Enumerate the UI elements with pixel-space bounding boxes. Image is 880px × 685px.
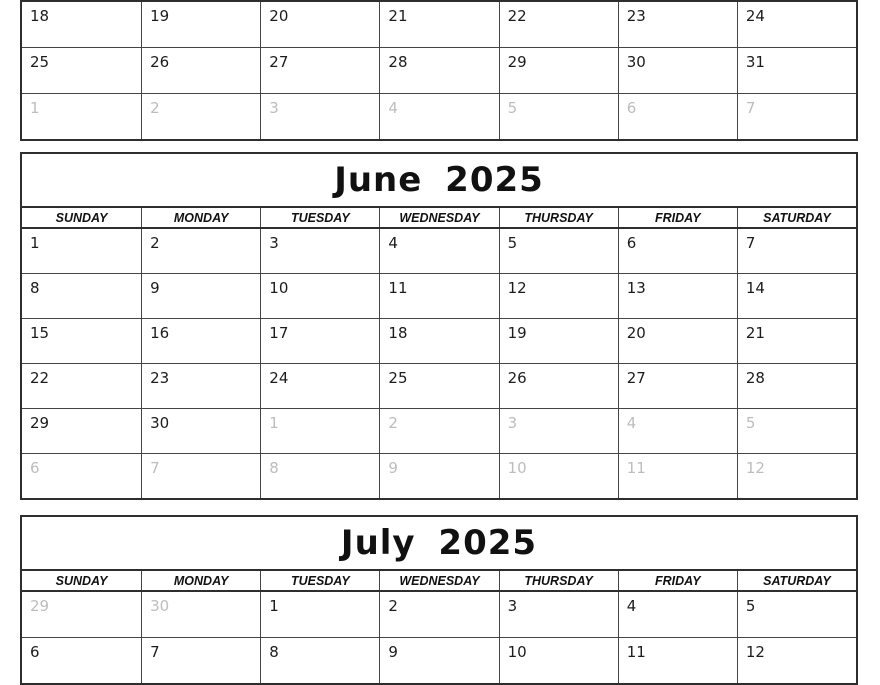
day-cell bbox=[618, 592, 737, 637]
day-number: 15 bbox=[30, 324, 50, 342]
june-calendar bbox=[20, 152, 858, 500]
day-number: 5 bbox=[507, 99, 518, 117]
weekday-header: MONDAY bbox=[141, 571, 260, 590]
day-number: 30 bbox=[626, 53, 646, 71]
weekday-header: SATURDAY bbox=[737, 208, 856, 227]
june-weekday-header-row bbox=[22, 208, 856, 229]
day-number: 19 bbox=[507, 324, 527, 342]
day-number: 4 bbox=[388, 234, 398, 252]
weekday-header: THURSDAY bbox=[499, 208, 618, 227]
day-number: 12 bbox=[745, 459, 765, 477]
day-cell bbox=[618, 229, 737, 273]
day-cell bbox=[737, 48, 856, 93]
day-cell bbox=[22, 409, 141, 453]
day-number: 30 bbox=[150, 414, 170, 432]
day-number: 29 bbox=[30, 414, 50, 432]
day-number: 16 bbox=[150, 324, 170, 342]
weekday-header: WEDNESDAY bbox=[379, 571, 498, 590]
day-cell bbox=[737, 409, 856, 453]
day-number: 6 bbox=[30, 459, 40, 477]
day-number: 9 bbox=[388, 459, 398, 477]
day-cell bbox=[737, 638, 856, 683]
day-cell bbox=[499, 319, 618, 363]
day-number: 18 bbox=[30, 7, 50, 25]
day-number: 27 bbox=[626, 369, 646, 387]
day-cell bbox=[379, 274, 498, 318]
day-cell bbox=[618, 638, 737, 683]
day-cell bbox=[379, 409, 498, 453]
day-cell bbox=[141, 638, 260, 683]
day-cell bbox=[737, 274, 856, 318]
day-cell bbox=[499, 364, 618, 408]
day-number: 6 bbox=[626, 234, 637, 252]
day-cell bbox=[260, 409, 379, 453]
day-cell bbox=[499, 2, 618, 47]
july-weekday-header-row bbox=[22, 571, 856, 592]
day-cell bbox=[260, 94, 379, 139]
day-cell bbox=[379, 94, 498, 139]
day-number: 25 bbox=[388, 369, 408, 387]
day-number: 11 bbox=[626, 643, 646, 661]
day-number: 17 bbox=[269, 324, 289, 342]
calendar-week-row bbox=[22, 318, 856, 363]
day-number: 27 bbox=[269, 53, 289, 71]
day-cell bbox=[141, 364, 260, 408]
day-cell bbox=[737, 364, 856, 408]
day-number: 22 bbox=[30, 369, 50, 387]
day-number: 6 bbox=[626, 99, 637, 117]
day-number: 25 bbox=[30, 53, 50, 71]
day-number: 4 bbox=[626, 414, 637, 432]
day-cell bbox=[260, 2, 379, 47]
july-day-grid bbox=[22, 592, 856, 683]
day-number: 7 bbox=[150, 459, 160, 477]
month-title-july: July 2025 bbox=[22, 517, 856, 571]
day-number: 29 bbox=[30, 597, 50, 615]
day-cell bbox=[260, 364, 379, 408]
day-cell bbox=[260, 454, 379, 498]
weekday-header: FRIDAY bbox=[618, 571, 737, 590]
day-number: 26 bbox=[507, 369, 527, 387]
day-cell bbox=[379, 48, 498, 93]
day-number: 14 bbox=[745, 279, 765, 297]
day-number: 7 bbox=[745, 99, 756, 117]
day-number: 10 bbox=[269, 279, 289, 297]
day-number: 13 bbox=[626, 279, 646, 297]
calendar-week-row bbox=[22, 47, 856, 93]
calendar-week-row bbox=[22, 592, 856, 637]
day-cell bbox=[737, 319, 856, 363]
day-cell bbox=[618, 454, 737, 498]
day-number: 8 bbox=[30, 279, 40, 297]
day-cell bbox=[737, 94, 856, 139]
day-number: 11 bbox=[626, 459, 646, 477]
day-number: 2 bbox=[388, 597, 398, 615]
day-cell bbox=[499, 94, 618, 139]
day-number: 5 bbox=[745, 597, 756, 615]
day-number: 19 bbox=[150, 7, 170, 25]
day-cell bbox=[141, 454, 260, 498]
day-number: 21 bbox=[745, 324, 765, 342]
day-cell bbox=[499, 48, 618, 93]
calendar-week-row bbox=[22, 93, 856, 139]
day-cell bbox=[737, 2, 856, 47]
day-cell bbox=[22, 319, 141, 363]
day-number: 22 bbox=[507, 7, 527, 25]
day-number: 4 bbox=[626, 597, 637, 615]
day-number: 20 bbox=[626, 324, 646, 342]
weekday-header: WEDNESDAY bbox=[379, 208, 498, 227]
day-cell bbox=[499, 592, 618, 637]
day-number: 12 bbox=[507, 279, 527, 297]
weekday-header: SUNDAY bbox=[55, 210, 108, 225]
day-number: 23 bbox=[150, 369, 170, 387]
day-number: 1 bbox=[30, 99, 40, 117]
day-number: 28 bbox=[745, 369, 765, 387]
weekday-header: SATURDAY bbox=[737, 571, 856, 590]
calendar-week-row bbox=[22, 637, 856, 683]
day-number: 18 bbox=[388, 324, 408, 342]
day-cell bbox=[618, 319, 737, 363]
day-number: 2 bbox=[150, 99, 160, 117]
day-cell bbox=[737, 592, 856, 637]
day-cell bbox=[499, 229, 618, 273]
day-number: 5 bbox=[745, 414, 756, 432]
day-number: 3 bbox=[507, 597, 518, 615]
day-cell bbox=[141, 409, 260, 453]
day-number: 2 bbox=[150, 234, 160, 252]
day-cell bbox=[22, 48, 141, 93]
day-cell bbox=[141, 592, 260, 637]
day-cell bbox=[499, 454, 618, 498]
day-number: 4 bbox=[388, 99, 398, 117]
day-number: 10 bbox=[507, 643, 527, 661]
day-cell bbox=[618, 364, 737, 408]
weekday-header: THURSDAY bbox=[499, 571, 618, 590]
may-calendar-fragment bbox=[20, 0, 858, 141]
weekday-header: TUESDAY bbox=[260, 571, 379, 590]
day-number: 10 bbox=[507, 459, 527, 477]
day-cell bbox=[260, 319, 379, 363]
day-cell bbox=[499, 274, 618, 318]
day-cell bbox=[379, 2, 498, 47]
day-number: 21 bbox=[388, 7, 408, 25]
day-cell bbox=[379, 592, 498, 637]
day-number: 28 bbox=[388, 53, 408, 71]
day-cell bbox=[141, 2, 260, 47]
weekday-header: SUNDAY bbox=[55, 573, 108, 588]
day-number: 9 bbox=[388, 643, 398, 661]
day-number: 7 bbox=[745, 234, 756, 252]
day-number: 9 bbox=[150, 279, 160, 297]
weekday-header: MONDAY bbox=[141, 208, 260, 227]
may-day-grid bbox=[22, 2, 856, 139]
day-cell bbox=[141, 94, 260, 139]
day-number: 11 bbox=[388, 279, 408, 297]
day-number: 20 bbox=[269, 7, 289, 25]
day-number: 31 bbox=[745, 53, 765, 71]
day-cell bbox=[737, 454, 856, 498]
day-number: 1 bbox=[30, 234, 40, 252]
day-cell bbox=[260, 592, 379, 637]
day-cell bbox=[260, 638, 379, 683]
day-number: 1 bbox=[269, 414, 279, 432]
day-cell bbox=[499, 638, 618, 683]
day-number: 30 bbox=[150, 597, 170, 615]
day-cell bbox=[22, 638, 141, 683]
day-cell bbox=[22, 229, 141, 273]
calendar-week-row bbox=[22, 229, 856, 273]
calendar-week-row bbox=[22, 453, 856, 498]
month-title-june: June 2025 bbox=[22, 154, 856, 208]
day-cell bbox=[141, 319, 260, 363]
day-number: 12 bbox=[745, 643, 765, 661]
day-cell bbox=[379, 454, 498, 498]
day-cell bbox=[618, 409, 737, 453]
day-cell bbox=[618, 2, 737, 47]
day-cell bbox=[22, 2, 141, 47]
day-cell bbox=[260, 229, 379, 273]
day-number: 24 bbox=[269, 369, 289, 387]
day-cell bbox=[141, 229, 260, 273]
day-cell bbox=[22, 274, 141, 318]
day-cell bbox=[22, 94, 141, 139]
day-cell bbox=[737, 229, 856, 273]
day-number: 3 bbox=[269, 99, 279, 117]
day-number: 1 bbox=[269, 597, 279, 615]
day-cell bbox=[618, 94, 737, 139]
weekday-header: TUESDAY bbox=[260, 208, 379, 227]
day-cell bbox=[618, 48, 737, 93]
day-cell bbox=[379, 364, 498, 408]
day-cell bbox=[379, 319, 498, 363]
day-number: 3 bbox=[269, 234, 279, 252]
weekday-header: FRIDAY bbox=[618, 208, 737, 227]
day-cell bbox=[260, 274, 379, 318]
day-number: 8 bbox=[269, 643, 279, 661]
day-number: 3 bbox=[507, 414, 518, 432]
calendar-week-row bbox=[22, 363, 856, 408]
day-number: 29 bbox=[507, 53, 527, 71]
day-cell bbox=[618, 274, 737, 318]
day-cell bbox=[499, 409, 618, 453]
day-cell bbox=[379, 229, 498, 273]
day-cell bbox=[22, 454, 141, 498]
day-cell bbox=[141, 274, 260, 318]
day-number: 23 bbox=[626, 7, 646, 25]
day-number: 24 bbox=[745, 7, 765, 25]
calendar-week-row bbox=[22, 273, 856, 318]
day-number: 7 bbox=[150, 643, 160, 661]
day-number: 26 bbox=[150, 53, 170, 71]
day-cell bbox=[141, 48, 260, 93]
day-number: 5 bbox=[507, 234, 518, 252]
day-number: 2 bbox=[388, 414, 398, 432]
day-cell bbox=[22, 592, 141, 637]
day-cell bbox=[379, 638, 498, 683]
day-number: 8 bbox=[269, 459, 279, 477]
day-cell bbox=[22, 364, 141, 408]
calendar-week-row bbox=[22, 408, 856, 453]
calendar-week-row bbox=[22, 2, 856, 47]
day-cell bbox=[260, 48, 379, 93]
june-day-grid bbox=[22, 229, 856, 498]
day-number: 6 bbox=[30, 643, 40, 661]
